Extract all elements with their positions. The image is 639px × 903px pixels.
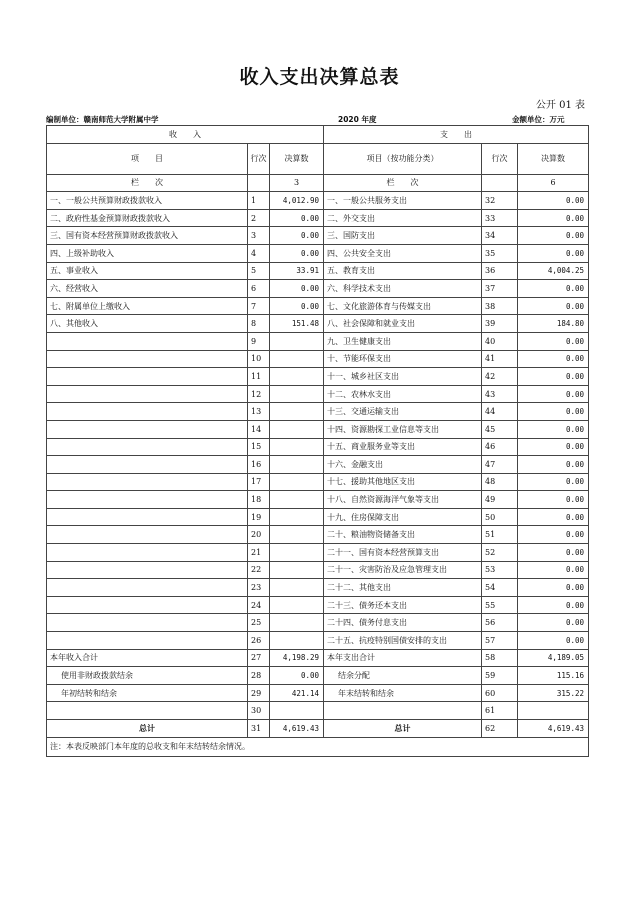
income-line-no: 8 — [248, 315, 270, 333]
expense-line-no: 33 — [482, 209, 518, 227]
income-item — [47, 632, 248, 650]
income-item — [47, 332, 248, 350]
income-line-no: 13 — [248, 403, 270, 421]
expense-amount: 0.00 — [518, 561, 589, 579]
empty-cell — [248, 174, 270, 192]
expense-amount: 0.00 — [518, 385, 589, 403]
expense-line-no: 50 — [482, 508, 518, 526]
reporting-unit: 编制单位：赣南师范大学附属中学 — [46, 115, 159, 124]
table-row — [47, 244, 589, 262]
income-item-header: 项 目 — [47, 143, 248, 174]
expense-item: 结余分配 — [324, 667, 482, 685]
table-note: 注：本表反映部门本年度的总收支和年末结转结余情况。 — [47, 737, 589, 756]
income-line-no: 15 — [248, 438, 270, 456]
income-item — [47, 385, 248, 403]
expense-line-no: 42 — [482, 368, 518, 386]
expense-item: 十六、金融支出 — [324, 456, 482, 474]
income-amount — [270, 368, 324, 386]
expense-line-no: 53 — [482, 561, 518, 579]
expense-item: 二十、粮油物资储备支出 — [324, 526, 482, 544]
expense-amount-header: 决算数 — [518, 143, 589, 174]
total-row — [47, 720, 589, 738]
expense-item: 二十一、国有资本经营预算支出 — [324, 544, 482, 562]
expense-line-no: 40 — [482, 332, 518, 350]
income-item — [47, 579, 248, 597]
column-number-6: 6 — [518, 174, 589, 192]
expense-amount — [518, 702, 589, 720]
income-amount: 0.00 — [270, 244, 324, 262]
table-row — [47, 438, 589, 456]
table-row — [47, 403, 589, 421]
expense-line-no: 54 — [482, 579, 518, 597]
expense-amount: 184.80 — [518, 315, 589, 333]
income-amount — [270, 526, 324, 544]
expense-amount: 0.00 — [518, 350, 589, 368]
income-line-no: 1 — [248, 192, 270, 210]
expense-amount: 115.16 — [518, 667, 589, 685]
expense-item: 十四、资源勘探工业信息等支出 — [324, 420, 482, 438]
table-row — [47, 315, 589, 333]
expense-amount: 4,004.25 — [518, 262, 589, 280]
income-line-no: 3 — [248, 227, 270, 245]
expense-item — [324, 702, 482, 720]
income-amount-header: 决算数 — [270, 143, 324, 174]
expense-amount: 0.00 — [518, 456, 589, 474]
expense-item: 十八、自然资源海洋气象等支出 — [324, 491, 482, 509]
income-amount — [270, 632, 324, 650]
expense-line-no: 56 — [482, 614, 518, 632]
income-line-no: 20 — [248, 526, 270, 544]
expense-item: 十二、农林水支出 — [324, 385, 482, 403]
income-item — [47, 438, 248, 456]
income-amount — [270, 491, 324, 509]
income-amount — [270, 456, 324, 474]
income-item: 年初结转和结余 — [47, 684, 248, 702]
expense-item: 十一、城乡社区支出 — [324, 368, 482, 386]
expense-amount: 0.00 — [518, 614, 589, 632]
income-line-no: 26 — [248, 632, 270, 650]
table-row — [47, 596, 589, 614]
table-row — [47, 561, 589, 579]
expense-line-no: 32 — [482, 192, 518, 210]
income-amount — [270, 508, 324, 526]
income-line-no: 18 — [248, 491, 270, 509]
income-amount: 0.00 — [270, 209, 324, 227]
income-total-label: 总计 — [47, 720, 248, 738]
income-line-no: 23 — [248, 579, 270, 597]
expense-item: 三、国防支出 — [324, 227, 482, 245]
expense-item: 二十三、债务还本支出 — [324, 596, 482, 614]
table-row — [47, 209, 589, 227]
income-item — [47, 403, 248, 421]
income-item — [47, 368, 248, 386]
expense-item: 二十一、灾害防治及应急管理支出 — [324, 561, 482, 579]
expense-amount: 0.00 — [518, 526, 589, 544]
expense-amount: 0.00 — [518, 227, 589, 245]
income-line-no: 27 — [248, 649, 270, 667]
expense-amount: 0.00 — [518, 209, 589, 227]
expense-amount: 0.00 — [518, 508, 589, 526]
table-row — [47, 420, 589, 438]
income-line-no: 30 — [248, 702, 270, 720]
income-item — [47, 614, 248, 632]
income-line-no: 5 — [248, 262, 270, 280]
income-item: 使用非财政拨款结余 — [47, 667, 248, 685]
summary-table — [46, 125, 589, 757]
expense-line-header: 行次 — [482, 143, 518, 174]
income-amount — [270, 561, 324, 579]
expense-item: 八、社会保障和就业支出 — [324, 315, 482, 333]
expense-item: 七、文化旅游体育与传媒支出 — [324, 297, 482, 315]
table-row — [47, 491, 589, 509]
expense-item: 二、外交支出 — [324, 209, 482, 227]
expense-total-label: 总计 — [324, 720, 482, 738]
expense-item: 二十五、抗疫特别国债安排的支出 — [324, 632, 482, 650]
expense-amount: 0.00 — [518, 280, 589, 298]
income-item: 本年收入合计 — [47, 649, 248, 667]
expense-amount: 4,189.05 — [518, 649, 589, 667]
table-row — [47, 456, 589, 474]
income-amount: 4,012.90 — [270, 192, 324, 210]
income-item: 一、一般公共预算财政拨款收入 — [47, 192, 248, 210]
expense-amount: 0.00 — [518, 491, 589, 509]
income-item: 三、国有资本经营预算财政拨款收入 — [47, 227, 248, 245]
expense-line-no: 46 — [482, 438, 518, 456]
income-line-no: 28 — [248, 667, 270, 685]
expense-amount: 0.00 — [518, 192, 589, 210]
income-line-no: 22 — [248, 561, 270, 579]
amount-unit: 金额单位：万元 — [512, 115, 565, 124]
expense-amount: 0.00 — [518, 403, 589, 421]
income-line-no: 25 — [248, 614, 270, 632]
expense-item: 十五、商业服务业等支出 — [324, 438, 482, 456]
table-row — [47, 526, 589, 544]
income-amount: 421.14 — [270, 684, 324, 702]
income-line-no: 21 — [248, 544, 270, 562]
expense-line-no: 58 — [482, 649, 518, 667]
expense-amount: 0.00 — [518, 368, 589, 386]
expense-amount: 0.00 — [518, 244, 589, 262]
form-number: 公开 01 表 — [535, 100, 585, 111]
income-amount — [270, 473, 324, 491]
expense-item: 九、卫生健康支出 — [324, 332, 482, 350]
expense-amount: 0.00 — [518, 579, 589, 597]
expense-line-no: 35 — [482, 244, 518, 262]
income-item — [47, 350, 248, 368]
income-section-header: 收 入 — [47, 126, 324, 144]
income-amount: 0.00 — [270, 227, 324, 245]
expense-line-no: 43 — [482, 385, 518, 403]
table-row — [47, 332, 589, 350]
expense-item-header: 项目（按功能分类） — [324, 143, 482, 174]
income-item — [47, 491, 248, 509]
table-row — [47, 385, 589, 403]
income-total-amount: 4,619.43 — [270, 720, 324, 738]
income-amount — [270, 438, 324, 456]
table-row — [47, 649, 589, 667]
income-item: 四、上级补助收入 — [47, 244, 248, 262]
table-row — [47, 508, 589, 526]
income-item — [47, 702, 248, 720]
expense-amount: 315.22 — [518, 684, 589, 702]
income-item — [47, 544, 248, 562]
income-item: 六、经营收入 — [47, 280, 248, 298]
expense-amount: 0.00 — [518, 473, 589, 491]
income-amount — [270, 420, 324, 438]
income-amount: 151.48 — [270, 315, 324, 333]
income-line-no: 6 — [248, 280, 270, 298]
table-row — [47, 684, 589, 702]
expense-line-no: 47 — [482, 456, 518, 474]
income-amount: 4,198.29 — [270, 649, 324, 667]
page-title: 收入支出决算总表 — [239, 66, 400, 88]
income-amount: 0.00 — [270, 280, 324, 298]
expense-line-no: 52 — [482, 544, 518, 562]
income-line-no: 14 — [248, 420, 270, 438]
table-row — [47, 262, 589, 280]
income-amount — [270, 544, 324, 562]
income-amount — [270, 332, 324, 350]
income-item: 七、附属单位上缴收入 — [47, 297, 248, 315]
income-line-no: 29 — [248, 684, 270, 702]
expense-line-no: 57 — [482, 632, 518, 650]
income-line-no: 17 — [248, 473, 270, 491]
expense-item: 二十二、其他支出 — [324, 579, 482, 597]
table-row — [47, 227, 589, 245]
expense-line-no: 61 — [482, 702, 518, 720]
expense-item: 年末结转和结余 — [324, 684, 482, 702]
income-item — [47, 508, 248, 526]
expense-amount: 0.00 — [518, 332, 589, 350]
income-item — [47, 473, 248, 491]
fiscal-year: 2020 年度 — [338, 115, 377, 124]
income-item — [47, 596, 248, 614]
table-row — [47, 614, 589, 632]
income-item: 五、事业收入 — [47, 262, 248, 280]
expense-line-no: 41 — [482, 350, 518, 368]
income-amount — [270, 579, 324, 597]
income-line-header: 行次 — [248, 143, 270, 174]
expense-line-no: 37 — [482, 280, 518, 298]
income-line-no: 24 — [248, 596, 270, 614]
income-amount: 0.00 — [270, 297, 324, 315]
expense-amount: 0.00 — [518, 297, 589, 315]
income-amount: 0.00 — [270, 667, 324, 685]
table-row — [47, 297, 589, 315]
expense-item: 十、节能环保支出 — [324, 350, 482, 368]
income-line-no: 19 — [248, 508, 270, 526]
income-line-no: 11 — [248, 368, 270, 386]
expense-item: 十七、援助其他地区支出 — [324, 473, 482, 491]
income-total-line-no: 31 — [248, 720, 270, 738]
table-row — [47, 544, 589, 562]
expense-line-no: 48 — [482, 473, 518, 491]
income-item — [47, 456, 248, 474]
income-amount — [270, 403, 324, 421]
income-amount — [270, 350, 324, 368]
table-row — [47, 473, 589, 491]
expense-item: 六、科学技术支出 — [324, 280, 482, 298]
empty-cell — [482, 174, 518, 192]
note-row — [47, 737, 589, 756]
expense-total-amount: 4,619.43 — [518, 720, 589, 738]
expense-line-no: 39 — [482, 315, 518, 333]
table-row — [47, 280, 589, 298]
table-row — [47, 350, 589, 368]
expense-line-no: 55 — [482, 596, 518, 614]
income-amount — [270, 596, 324, 614]
expense-amount: 0.00 — [518, 420, 589, 438]
income-amount — [270, 385, 324, 403]
expense-line-no: 36 — [482, 262, 518, 280]
income-item — [47, 561, 248, 579]
table-row — [47, 368, 589, 386]
income-item: 二、政府性基金预算财政拨款收入 — [47, 209, 248, 227]
expense-line-no: 59 — [482, 667, 518, 685]
table-row — [47, 632, 589, 650]
expense-amount: 0.00 — [518, 438, 589, 456]
income-line-no: 10 — [248, 350, 270, 368]
expense-line-no: 49 — [482, 491, 518, 509]
table-row — [47, 702, 589, 720]
expense-line-no: 60 — [482, 684, 518, 702]
expense-item: 一、一般公共服务支出 — [324, 192, 482, 210]
expense-line-no: 51 — [482, 526, 518, 544]
expense-amount: 0.00 — [518, 544, 589, 562]
income-line-no: 2 — [248, 209, 270, 227]
expense-item: 本年支出合计 — [324, 649, 482, 667]
expense-amount: 0.00 — [518, 632, 589, 650]
table-row — [47, 579, 589, 597]
expense-amount: 0.00 — [518, 596, 589, 614]
income-line-no: 4 — [248, 244, 270, 262]
income-amount: 33.91 — [270, 262, 324, 280]
expense-line-no: 44 — [482, 403, 518, 421]
income-line-no: 16 — [248, 456, 270, 474]
income-item — [47, 526, 248, 544]
expense-item: 十九、住房保障支出 — [324, 508, 482, 526]
expense-item: 二十四、债务付息支出 — [324, 614, 482, 632]
table-row — [47, 667, 589, 685]
income-item — [47, 420, 248, 438]
expense-section-header: 支 出 — [324, 126, 589, 144]
income-item: 八、其他收入 — [47, 315, 248, 333]
income-line-no: 9 — [248, 332, 270, 350]
expense-line-no: 34 — [482, 227, 518, 245]
column-number-3: 3 — [270, 174, 324, 192]
expense-item: 五、教育支出 — [324, 262, 482, 280]
expense-item: 十三、交通运输支出 — [324, 403, 482, 421]
expense-item: 四、公共安全支出 — [324, 244, 482, 262]
income-line-no: 12 — [248, 385, 270, 403]
income-amount — [270, 614, 324, 632]
expense-total-line-no: 62 — [482, 720, 518, 738]
expense-line-no: 38 — [482, 297, 518, 315]
column-label-income: 栏 次 — [47, 174, 248, 192]
table-row — [47, 192, 589, 210]
column-label-expense: 栏 次 — [324, 174, 482, 192]
income-amount — [270, 702, 324, 720]
income-line-no: 7 — [248, 297, 270, 315]
expense-line-no: 45 — [482, 420, 518, 438]
